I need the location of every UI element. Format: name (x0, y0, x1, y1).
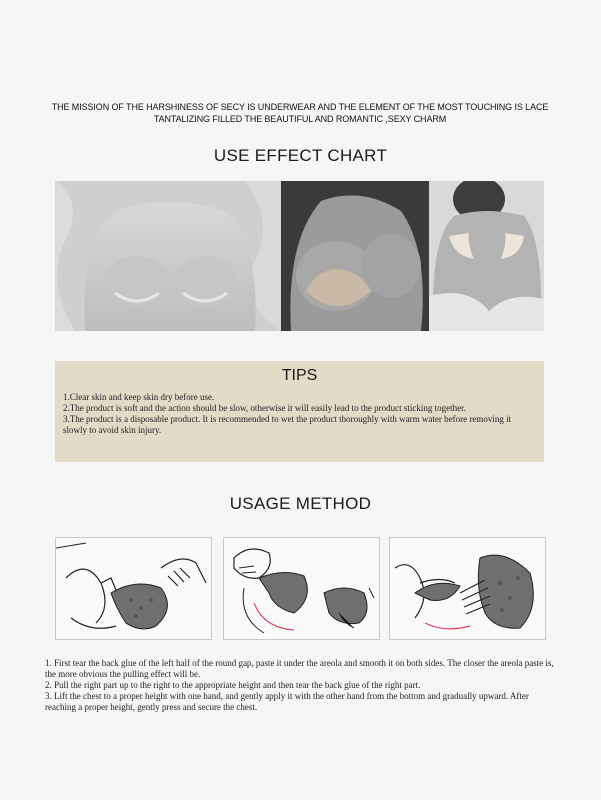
usage-step-3: 3. Lift the chest to a proper height with one hand, and gently apply it with the other hand from the bottom and gradually upward. After reaching a proper height, gently press and secure the chest. (45, 691, 529, 712)
tip-item-3: 3.The product is a disposable product. It is recommended to wet the product thoroughly with warm water before removing it slowly to avoid skin injury. (63, 414, 512, 435)
usage-step-1-illustration (55, 537, 212, 640)
mission-line-1: THE MISSION OF THE HARSHINESS OF SECY IS UNDERWEAR AND THE ELEMENT OF THE MOST TOUCHING IS LACE (51, 102, 549, 112)
effect-photo-1 (55, 181, 281, 331)
effect-photos (55, 181, 544, 331)
usage-illustrations (55, 537, 544, 640)
usage-step-2-illustration (223, 537, 380, 640)
effect-photo-2 (281, 181, 429, 331)
tips-title: TIPS (281, 367, 318, 384)
tips-box (55, 361, 544, 462)
effect-photo-3 (429, 181, 544, 331)
tips-list (63, 392, 533, 436)
usage-step-1: 1. First tear the back glue of the left half of the round gap, paste it under the areola and smooth it on both sides. The closer the areola paste is, the more obvious the pulling effect will be. (45, 658, 554, 679)
tip-item-2: 2.The product is soft and the action should be slow, otherwise it will easily lead to the product sticking together. (63, 403, 466, 413)
usage-step-2: 2. Pull the right part up to the right to the appropriate height and then tear the back glue of the right part. (45, 680, 421, 690)
usage-method-title: USAGE METHOD (229, 494, 372, 513)
usage-step-3-illustration (389, 537, 546, 640)
effect-chart-title: USE EFFECT CHART (213, 146, 388, 165)
usage-steps (45, 658, 555, 713)
tip-item-1: 1.Clear skin and keep skin dry before use. (63, 392, 215, 402)
mission-line-2: TANTALIZING FILLED THE BEAUTIFUL AND ROMANTIC ,SEXY CHARM (153, 114, 447, 124)
mission-statement (40, 101, 560, 125)
